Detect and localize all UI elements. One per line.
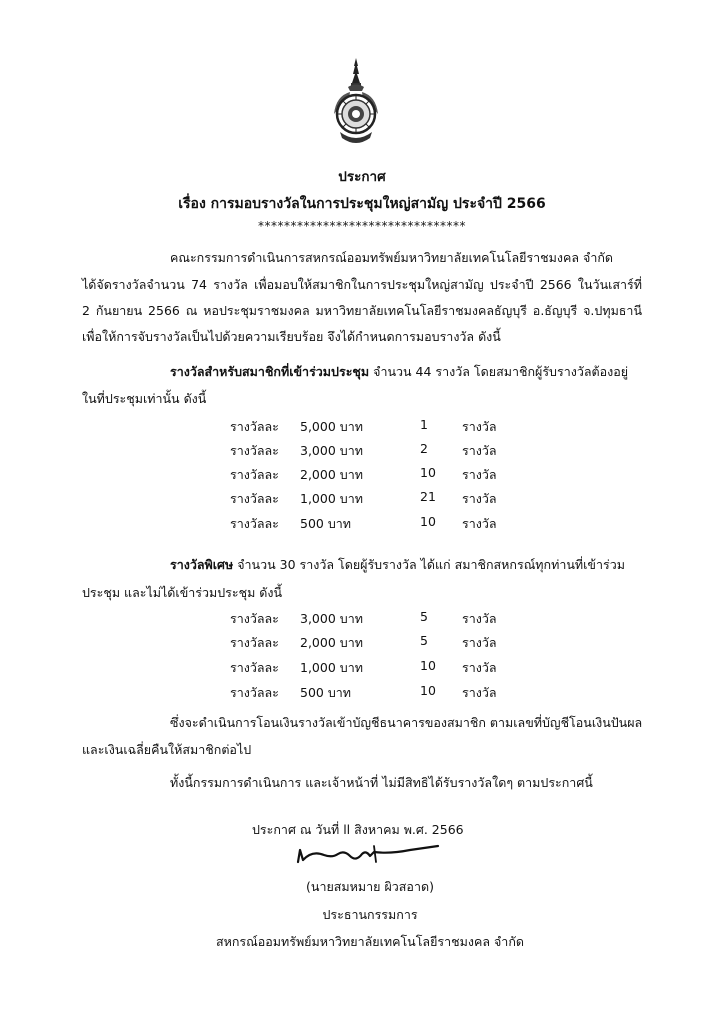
section2-heading-rest: จำนวน 30 รางวัล โดยผู้รับรางวัล ได้แก่ สมาชิกสหกรณ์ทุกท่านที่เข้าร่วม [237, 557, 625, 572]
prize-label: รางวัลละ [230, 660, 279, 675]
announcement-subject: เรื่อง การมอบรางวัลในการประชุมใหญ่สามัญ ประจำปี 2566 [178, 196, 546, 212]
signatory-name: (นายสมหมาย ผิวสอาด) [306, 879, 434, 894]
prize-unit: รางวัล [462, 467, 497, 482]
prize-amount: 2,000 บาท [300, 467, 363, 482]
separator-line: ******************************** [258, 219, 466, 233]
prize-amount: 500 บาท [300, 516, 352, 531]
section1-heading: รางวัลสำหรับสมาชิกที่เข้าร่วมประชุม [170, 364, 370, 379]
transfer-line-2: และเงินเฉลี่ยคืนให้สมาชิกต่อไป [82, 742, 252, 757]
section1-prize-row [0, 465, 724, 487]
prize-label: รางวัลละ [230, 491, 279, 506]
prize-amount: 2,000 บาท [300, 635, 363, 650]
section2-prize-row [0, 683, 724, 705]
prize-label: รางวัลละ [230, 419, 279, 434]
signatory-position: ประธานกรรมการ [322, 907, 418, 922]
prize-count: 10 [420, 514, 436, 529]
section2-heading: รางวัลพิเศษ [170, 557, 234, 572]
prize-label: รางวัลละ [230, 635, 279, 650]
section1-prize-row [0, 417, 724, 439]
intro-line-2: ได้จัดรางวัลจำนวน 74 รางวัล เพื่อมอบให้สมาชิกในการประชุมใหญ่สามัญ ประจำปี 2566 ในวันเสาร์ที่ [82, 277, 642, 292]
prize-count: 21 [420, 489, 436, 504]
prize-label: รางวัลละ [230, 685, 279, 700]
prize-unit: รางวัล [462, 516, 497, 531]
prize-unit: รางวัล [462, 419, 497, 434]
intro-line-4: เพื่อให้การจับรางวัลเป็นไปด้วยความเรียบร้อย จึงได้กำหนดการมอบรางวัล ดังนี้ [82, 329, 501, 344]
prize-count: 10 [420, 658, 436, 673]
signatory-organization: สหกรณ์ออมทรัพย์มหาวิทยาลัยเทคโนโลยีราชมงคล จำกัด [215, 934, 525, 949]
handwritten-signature [290, 840, 440, 870]
prize-label: รางวัลละ [230, 443, 279, 458]
prize-count: 5 [420, 609, 428, 624]
prize-amount: 3,000 บาท [300, 611, 363, 626]
prize-amount: 1,000 บาท [300, 660, 363, 675]
intro-line-1: คณะกรรมการดำเนินการสหกรณ์ออมทรัพย์มหาวิทยาลัยเทคโนโลยีราชมงคล จำกัด [170, 250, 614, 265]
section1-heading-line [170, 362, 628, 382]
prize-amount: 3,000 บาท [300, 443, 363, 458]
section2-prize-row [0, 658, 724, 680]
prize-unit: รางวัล [462, 635, 497, 650]
section1-prize-row [0, 514, 724, 536]
section2-prize-row [0, 609, 724, 631]
prize-count: 5 [420, 633, 428, 648]
section1-line-2: ในที่ประชุมเท่านั้น ดังนี้ [82, 391, 207, 406]
section1-prize-row [0, 489, 724, 511]
intro-line-3: 2 กันยายน 2566 ณ หอประชุมราชมงคล มหาวิทยาลัยเทคโนโลยีราชมงคลธัญบุรี อ.ธัญบุรี จ.ปทุมธานี [82, 303, 642, 318]
prize-count: 2 [420, 441, 428, 456]
prize-label: รางวัลละ [230, 516, 279, 531]
prize-amount: 500 บาท [300, 685, 352, 700]
prize-amount: 1,000 บาท [300, 491, 363, 506]
prize-count: 10 [420, 683, 436, 698]
prize-unit: รางวัล [462, 443, 497, 458]
prize-unit: รางวัล [462, 685, 497, 700]
prize-label: รางวัลละ [230, 467, 279, 482]
emblem-graphic [330, 56, 382, 148]
section2-heading-line [170, 555, 625, 575]
prize-unit: รางวัล [462, 611, 497, 626]
transfer-line-1: ซึ่งจะดำเนินการโอนเงินรางวัลเข้าบัญชีธนาคารของสมาชิก ตามเลขที่บัญชีโอนเงินปันผล [170, 715, 643, 730]
prize-unit: รางวัล [462, 491, 497, 506]
section1-heading-rest: จำนวน 44 รางวัล โดยสมาชิกผู้รับรางวัลต้องอยู่ [373, 364, 629, 379]
university-emblem [330, 56, 382, 148]
signature-graphic [290, 840, 440, 870]
prize-unit: รางวัล [462, 660, 497, 675]
prize-label: รางวัลละ [230, 611, 279, 626]
section2-line-2: ประชุม และไม่ได้เข้าร่วมประชุม ดังนี้ [82, 585, 283, 600]
prize-count: 1 [420, 417, 428, 432]
prize-count: 10 [420, 465, 436, 480]
section2-prize-row [0, 633, 724, 655]
prize-amount: 5,000 บาท [300, 419, 363, 434]
section1-prize-row [0, 441, 724, 463]
exclusion-note: ทั้งนี้กรรมการดำเนินการ และเจ้าหน้าที่ ไม่มีสิทธิได้รับรางวัลใดๆ ตามประกาศนี้ [170, 775, 593, 790]
announcement-date: ประกาศ ณ วันที่ ll สิงหาคม พ.ศ. 2566 [252, 822, 464, 837]
announcement-title: ประกาศ [338, 169, 386, 185]
